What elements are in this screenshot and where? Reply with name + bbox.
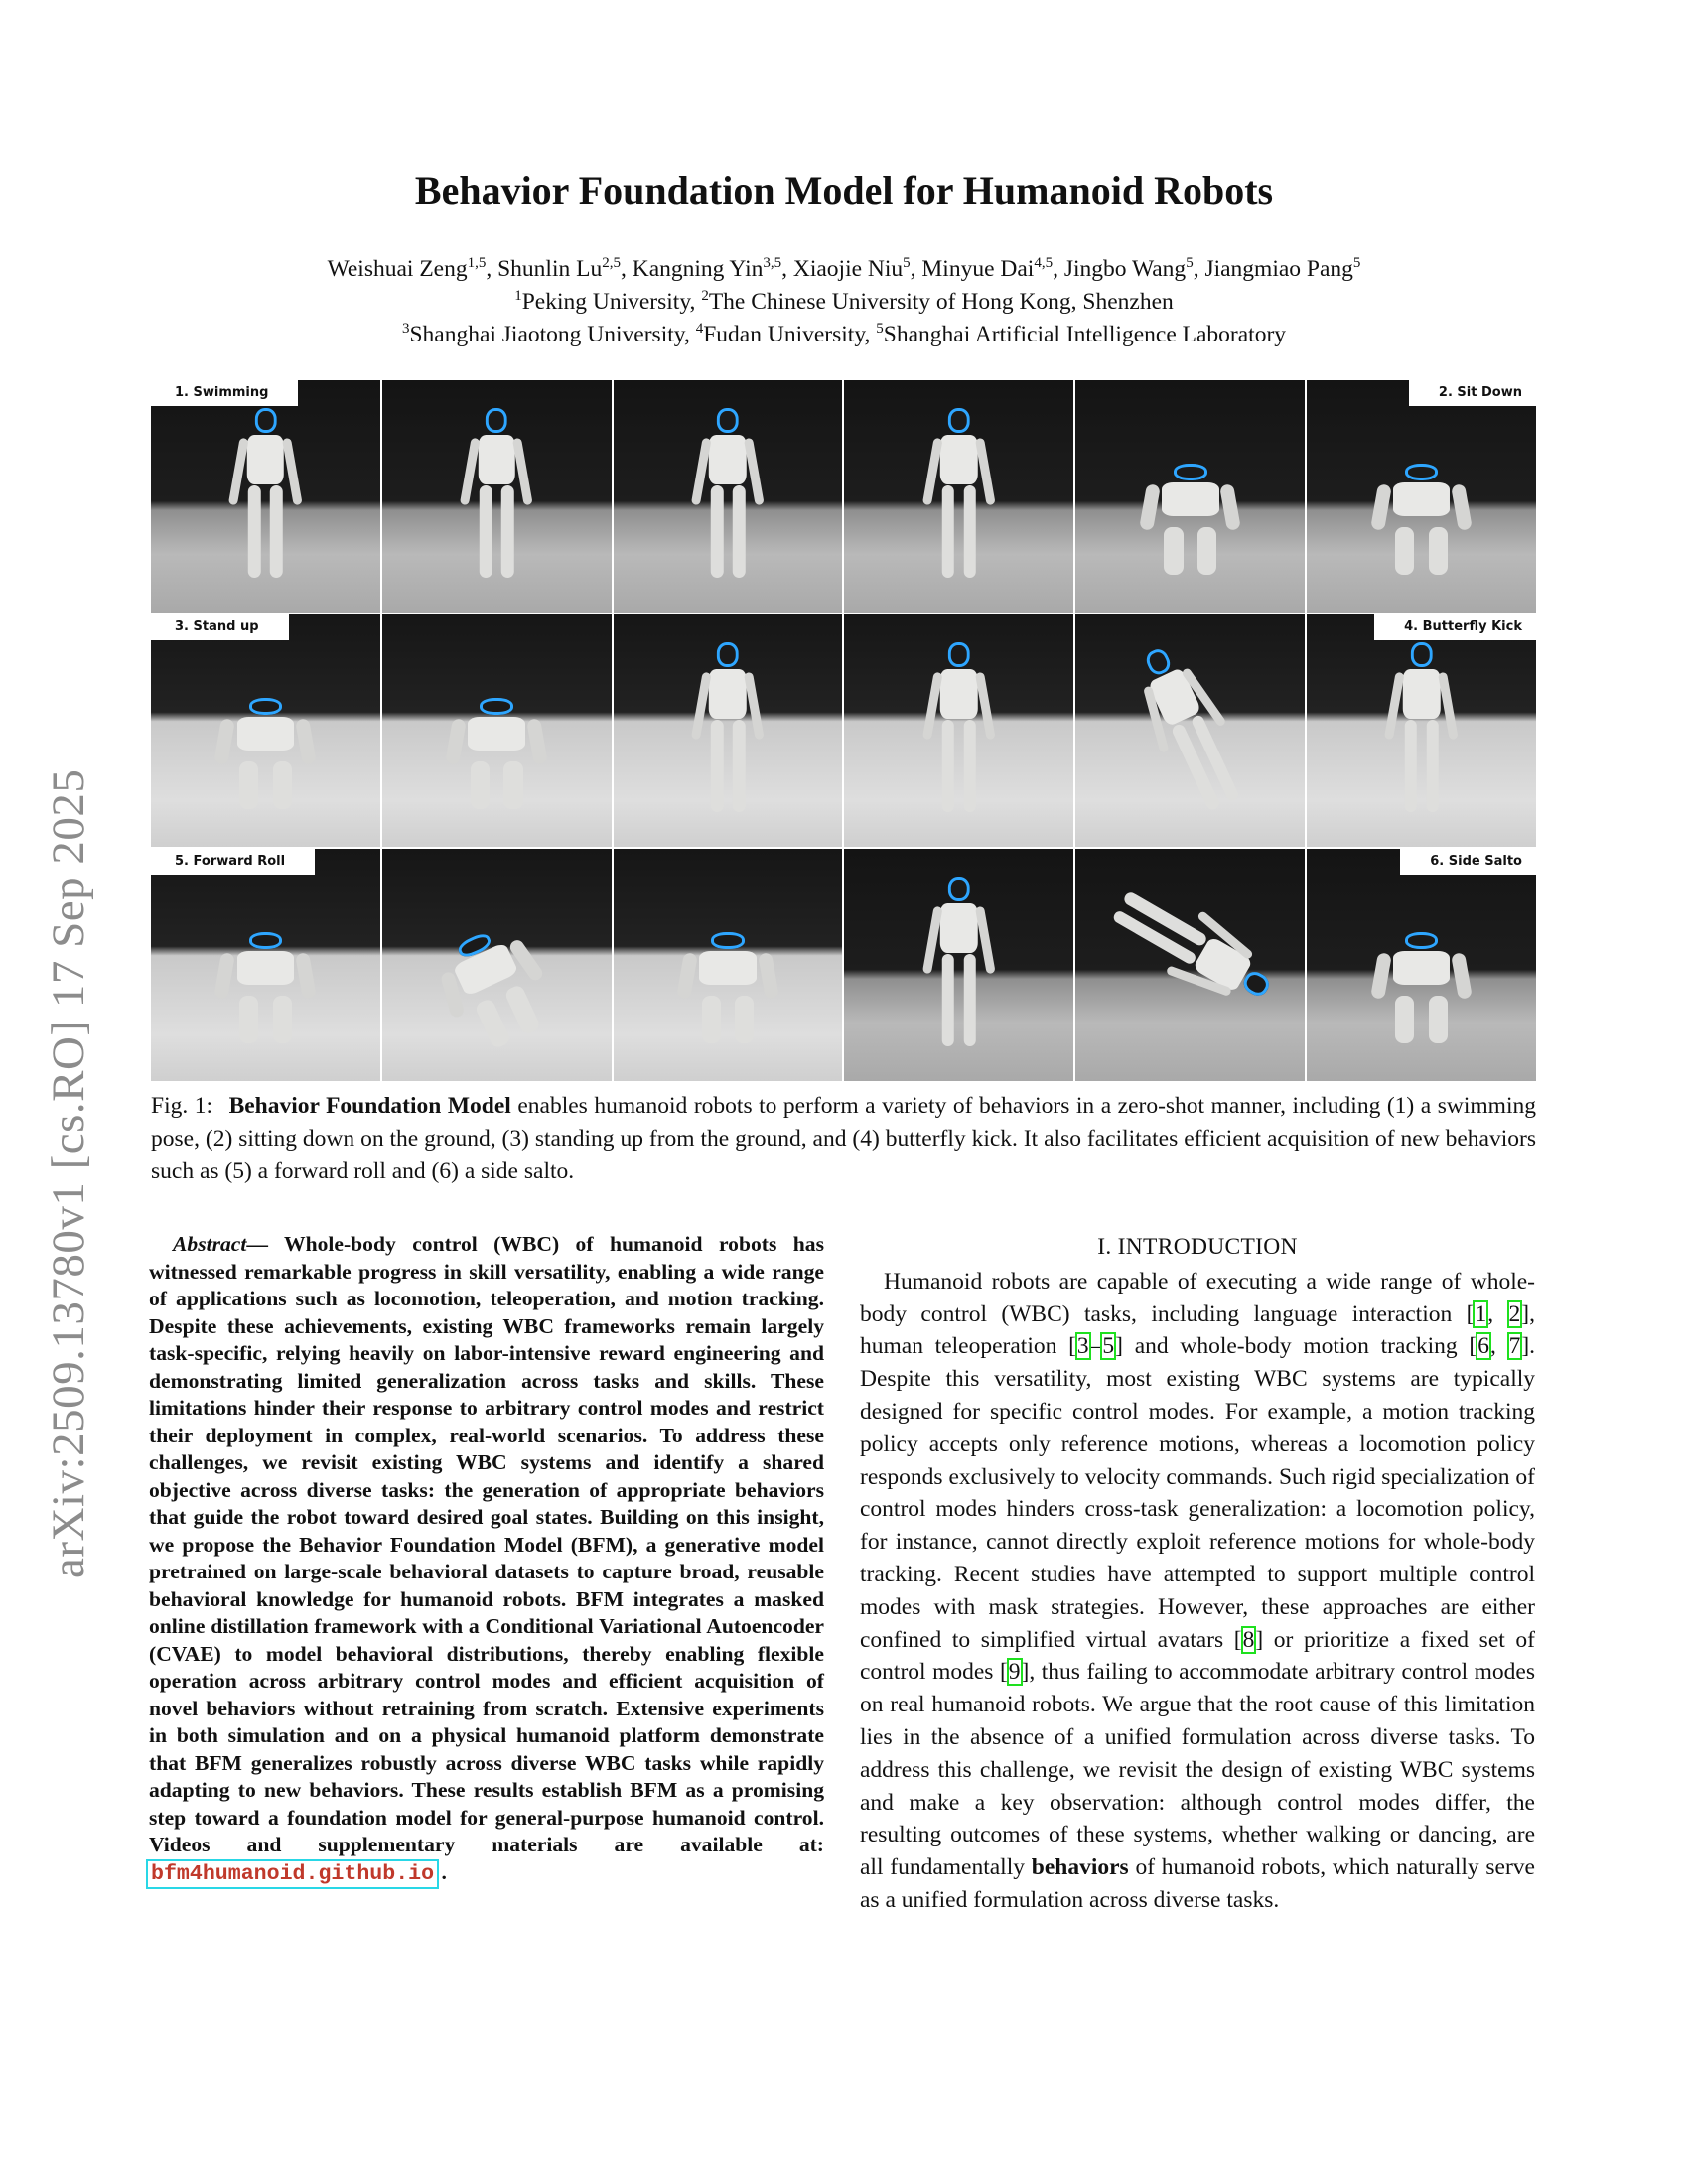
affiliation: Peking University, [521,289,702,315]
robot-illustration [689,642,767,819]
text-run: ], human teleoperation [ [860,1300,1535,1360]
introduction-section [860,1231,1535,1917]
citation-link[interactable]: 3 [1076,1333,1089,1360]
robot-illustration [458,408,535,585]
affiliation-marker: 5 [1352,255,1361,271]
photo-sit-down-2 [1075,380,1305,613]
robot-illustration [1382,642,1460,819]
affiliation: Shanghai Artificial Intelligence Laboratory [883,322,1287,347]
text-run: Humanoid robots are capable of executing a wide range of whole-body control (WBC) tasks, including language interaction [ [860,1268,1535,1327]
author-block [0,253,1688,351]
figure-number: Fig. 1: [151,1093,213,1119]
behavior-label: 3. Stand up [151,614,289,640]
affiliation-marker: 5 [1186,255,1194,271]
affiliation-marker: 1,5 [467,255,487,271]
robot-illustration [206,698,325,819]
robot-illustration [206,932,325,1053]
author-name: Weishuai Zeng [327,256,468,282]
text-run: of humanoid robots, which naturally serve as a unified formulation across diverse tasks. [860,1854,1535,1913]
text-run: , [1487,1300,1508,1327]
affiliation-marker: 4 [695,321,704,337]
author-name: Minyue Dai [921,256,1035,282]
affiliation-marker: 5 [876,321,884,337]
behavior-label: 5. Forward Roll [151,849,315,875]
author-name: Xiaojie Niu [792,256,904,282]
project-website-link[interactable]: bfm4humanoid.github.io [151,1861,435,1886]
behavior-label: 2. Sit Down [1409,380,1536,406]
author-name: Jingbo Wang [1063,256,1187,282]
abstract-text: Whole-body control (WBC) of humanoid robots has witnessed remarkable progress in skill versatility, enabling a wide range of applications such as locomotion, teleoperation, and motion tracking. Despite these achievements, existing WBC frameworks remain largely task-specific, relying heavily on labor-intensive reward engineering and demonstrating limited generalization across tasks and skills. These limitations hinder their response to arbitrary control modes and restrict their deployment in complex, real-world scenarios. To address these challenges, we revisit existing WBC systems and identify a shared objective across diverse tasks: the generation of appropriate behaviors that guide the robot toward desired goal states. Building on this insight, we propose the Behavior Foundation Model (BFM), a generative model pretrained on large-scale behavioral datasets to capture broad, reusable behavioral knowledge for humanoid robots. BFM integrates a masked online distillation framework with a Conditional Variational Autoencoder (CVAE) to model behavioral distributions, thereby enabling flexible operation across arbitrary control modes and efficient acquisition of novel behaviors without retraining from scratch. Extensive experiments in both simulation and on a physical humanoid platform demonstrate that BFM generalizes robustly across diverse WBC tasks while rapidly adapting to new behaviors. These results establish BFM as a promising step toward a foundation model for general-purpose humanoid control. Videos and supplementary materials are available at: [149,1232,824,1856]
photo-butterfly-kick-1 [844,614,1073,847]
photo-forward-roll-1 [151,849,380,1081]
emphasis-behaviors: behaviors [1031,1854,1129,1881]
robot-illustration [920,877,998,1053]
behavior-label: 6. Side Salto [1400,849,1536,875]
citation-link[interactable]: 7 [1508,1333,1521,1360]
robot-illustration [920,642,998,819]
affiliation: Fudan University, [703,322,877,347]
affiliation-marker: 5 [903,255,911,271]
photo-swimming-2 [382,380,612,613]
robot-illustration [226,408,304,585]
robot-illustration [920,408,998,585]
robot-illustration [1362,932,1481,1053]
robot-illustration [689,408,767,585]
affiliation: The Chinese University of Hong Kong, Shenzhen [708,289,1174,315]
affiliation-marker: 3,5 [763,255,782,271]
citation-link[interactable]: 6 [1477,1333,1489,1360]
text-run: ], thus failing to accommodate arbitrary control modes on real humanoid robots. We argue that the root cause of this limitation lies in the absence of a unified formulation across diverse tasks. To address this challenge, we revisit the design of existing WBC systems and make a key observation: although control modes differ, the resulting outcomes of these systems, whether walking or dancing, are all fundamentally [860,1659,1535,1881]
robot-illustration [1118,634,1263,827]
photo-butterfly-kick-2 [1075,614,1305,847]
citation-link[interactable]: 5 [1102,1333,1115,1360]
section-heading: I. INTRODUCTION [1097,1234,1298,1260]
author-name: Kangning Yin [632,256,764,282]
behavior-label: 1. Swimming [151,380,298,406]
photo-swimming-3 [614,380,843,613]
photo-side-salto-3 [1307,849,1536,1081]
photo-forward-roll-2 [382,849,612,1081]
caption-text: enables humanoid robots to perform a variety of behaviors in a zero-shot manner, including (1) a swimming pose, (2) sitting down on the ground, (3) standing up from the ground, and (4) butterfly kick. It also facilitates efficient acquisition of new behaviors such as (5) a forward roll and (6) a side salto. [151,1093,1536,1184]
robot-illustration [437,698,556,819]
citation-link[interactable]: 8 [1242,1626,1255,1653]
robot-illustration [668,932,787,1053]
abstract-tail: . [436,1859,447,1884]
citation-link[interactable]: 2 [1508,1300,1521,1327]
paper-title: Behavior Foundation Model for Humanoid Robots [414,168,1274,212]
figure-1-robot-behaviors [151,380,1536,1081]
citation-link[interactable]: 9 [1008,1659,1021,1686]
caption-emphasis: Behavior Foundation Model [228,1093,511,1119]
text-run: , [1489,1333,1508,1360]
photo-stand-up-3 [614,614,843,847]
photo-butterfly-kick-3 [1307,614,1536,847]
affiliation-marker: 2 [701,288,709,304]
text-run: ] or prioritize a fixed set of control modes [ [860,1626,1535,1686]
affiliation: Shanghai Jiaotong University, [409,322,696,347]
abstract-dash: — [246,1232,268,1256]
text-run: ] and whole-body motion tracking [ [1115,1333,1477,1360]
photo-stand-up-1 [151,614,380,847]
abstract-heading: Abstract [173,1232,247,1256]
photo-sit-down-1 [844,380,1073,613]
abstract-section [149,1231,824,1888]
figure-caption [151,1090,1536,1188]
introduction-paragraph [860,1266,1535,1917]
author-list: Weishuai Zeng$^{1,5}$, Shunlin Lu$^{2,5}$, Kangning Yin$^{3,5}$, Xiaojie Niu$^5$, Minyue Dai$^{4,5}$, Jingbo Wang$^5$, Jiangmiao Pang$^5$ [327,255,1361,282]
affiliation-marker: 1 [514,288,522,304]
photo-side-salto-1 [844,849,1073,1081]
affiliation-marker: 3 [401,321,410,337]
affiliation-marker: 4,5 [1034,255,1054,271]
robot-illustration [1094,869,1286,1024]
photo-sit-down-3 [1307,380,1536,613]
arxiv-identifier-stamp: arXiv:2509.13780v1 [cs.RO] 17 Sep 2025 [43,768,94,1578]
author-name: Shunlin Lu [497,256,603,282]
robot-illustration [1131,464,1250,585]
text-run: ]. Despite this versatility, most existing WBC systems are typically designed for specific control modes. For example, a motion tracking policy accepts only reference motions, whereas a locomotion policy responds exclusively to velocity commands. Such rigid specialization of control modes hinders cross-task generalization: a locomotion policy, for instance, cannot directly exploit reference motions for whole-body tracking. Recent studies have attempted to support multiple control modes with mask strategies. However, these approaches are either confined to simplified virtual avatars [ [860,1333,1536,1653]
robot-illustration [417,913,576,1073]
photo-stand-up-2 [382,614,612,847]
author-name: Jiangmiao Pang [1204,256,1353,282]
behavior-label: 4. Butterfly Kick [1374,614,1536,640]
affiliation-line-2 [0,319,1688,351]
affiliation-marker: 2,5 [602,255,621,271]
robot-illustration [1362,464,1481,585]
photo-forward-roll-3 [614,849,843,1081]
citation-link[interactable]: 1 [1475,1300,1487,1327]
affiliation-line-1 [0,286,1688,319]
photo-swimming-1 [151,380,380,613]
text-run: – [1089,1333,1102,1360]
photo-side-salto-2 [1075,849,1305,1081]
